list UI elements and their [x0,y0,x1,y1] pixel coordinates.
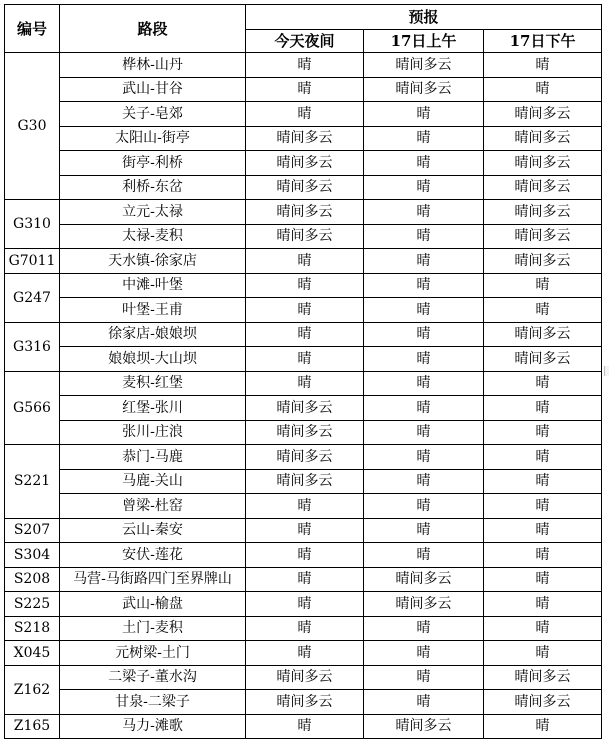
route-cell: 马鹿-关山 [60,469,246,494]
route-cell: 武山-榆盘 [60,592,246,617]
morning-cell: 晴 [364,249,484,274]
afternoon-cell: 晴 [484,298,602,323]
table-row [5,249,602,274]
road-code-cell: G247 [5,273,60,322]
road-code-cell: G30 [5,53,60,200]
afternoon-cell: 晴 [484,518,602,543]
morning-cell: 晴 [364,420,484,445]
tonight-cell: 晴间多云 [246,200,364,225]
road-code-cell: X045 [5,641,60,666]
morning-cell: 晴间多云 [364,567,484,592]
tonight-cell: 晴 [246,714,364,739]
tonight-cell: 晴 [246,249,364,274]
morning-cell: 晴 [364,616,484,641]
page-edge-marker [604,366,609,376]
road-code-cell: S218 [5,616,60,641]
morning-cell: 晴 [364,347,484,372]
table-row [5,714,602,739]
morning-cell: 晴 [364,371,484,396]
road-code-cell: S221 [5,445,60,519]
tonight-cell: 晴 [246,567,364,592]
table-row [5,518,602,543]
table-row [5,53,602,78]
header-row-1 [5,5,602,30]
route-cell: 曾梁-杜窑 [60,494,246,519]
road-code-cell: G566 [5,371,60,445]
table-row [5,347,602,372]
road-code-cell: S207 [5,518,60,543]
tonight-cell: 晴间多云 [246,224,364,249]
morning-cell: 晴间多云 [364,77,484,102]
table-row [5,224,602,249]
afternoon-cell: 晴 [484,420,602,445]
tonight-cell: 晴间多云 [246,396,364,421]
road-code-cell: S225 [5,592,60,617]
route-cell: 麦积-红堡 [60,371,246,396]
table-row [5,298,602,323]
table-row [5,494,602,519]
afternoon-cell: 晴 [484,714,602,739]
morning-cell: 晴 [364,469,484,494]
afternoon-cell: 晴 [484,543,602,568]
morning-cell: 晴间多云 [364,592,484,617]
tonight-cell: 晴间多云 [246,420,364,445]
tonight-cell: 晴 [246,494,364,519]
route-cell: 云山-秦安 [60,518,246,543]
morning-cell: 晴 [364,445,484,470]
route-cell: 红堡-张川 [60,396,246,421]
road-code-cell: G310 [5,200,60,249]
route-cell: 马力-滩歌 [60,714,246,739]
tonight-cell: 晴 [246,273,364,298]
table-row [5,469,602,494]
tonight-cell: 晴间多云 [246,665,364,690]
route-cell: 武山-甘谷 [60,77,246,102]
table-row [5,77,602,102]
route-cell: 二梁子-董水沟 [60,665,246,690]
route-cell: 马营-马街路四门至界牌山 [60,567,246,592]
tonight-cell: 晴间多云 [246,690,364,715]
afternoon-cell: 晴 [484,641,602,666]
morning-cell: 晴 [364,665,484,690]
route-cell: 太阳山-街亭 [60,126,246,151]
afternoon-cell: 晴 [484,616,602,641]
afternoon-cell: 晴 [484,396,602,421]
header-route: 路段 [60,5,246,53]
tonight-cell: 晴 [246,102,364,127]
table-row [5,641,602,666]
tonight-cell: 晴 [246,77,364,102]
tonight-cell: 晴 [246,616,364,641]
table-row [5,616,602,641]
morning-cell: 晴 [364,543,484,568]
tonight-cell: 晴 [246,347,364,372]
afternoon-cell: 晴 [484,469,602,494]
afternoon-cell: 晴 [484,592,602,617]
road-weather-forecast-table [4,4,602,739]
table-row [5,543,602,568]
morning-cell: 晴 [364,200,484,225]
table-row [5,322,602,347]
route-cell: 安伏-莲花 [60,543,246,568]
route-cell: 土门-麦积 [60,616,246,641]
table-row [5,690,602,715]
route-cell: 徐家店-娘娘坝 [60,322,246,347]
table-row [5,175,602,200]
header-code: 编号 [5,5,60,53]
route-cell: 利桥-东岔 [60,175,246,200]
route-cell: 太禄-麦积 [60,224,246,249]
tonight-cell: 晴间多云 [246,469,364,494]
morning-cell: 晴 [364,126,484,151]
road-code-cell: G7011 [5,249,60,274]
tonight-cell: 晴间多云 [246,126,364,151]
tonight-cell: 晴 [246,371,364,396]
road-code-cell: S208 [5,567,60,592]
route-cell: 街亭-利桥 [60,151,246,176]
tonight-cell: 晴 [246,53,364,78]
morning-cell: 晴 [364,151,484,176]
afternoon-cell: 晴间多云 [484,224,602,249]
morning-cell: 晴间多云 [364,714,484,739]
morning-cell: 晴 [364,494,484,519]
table-row [5,567,602,592]
morning-cell: 晴 [364,518,484,543]
morning-cell: 晴 [364,641,484,666]
afternoon-cell: 晴 [484,371,602,396]
afternoon-cell: 晴 [484,273,602,298]
tonight-cell: 晴 [246,543,364,568]
afternoon-cell: 晴间多云 [484,200,602,225]
afternoon-cell: 晴 [484,77,602,102]
route-cell: 恭门-马鹿 [60,445,246,470]
road-code-cell: S304 [5,543,60,568]
tonight-cell: 晴 [246,592,364,617]
road-code-cell: G316 [5,322,60,371]
morning-cell: 晴 [364,102,484,127]
tonight-cell: 晴间多云 [246,445,364,470]
route-cell: 桦林-山丹 [60,53,246,78]
tonight-cell: 晴间多云 [246,151,364,176]
morning-cell: 晴 [364,273,484,298]
afternoon-cell: 晴间多云 [484,322,602,347]
route-cell: 甘泉-二梁子 [60,690,246,715]
morning-cell: 晴 [364,224,484,249]
afternoon-cell: 晴间多云 [484,102,602,127]
route-cell: 娘娘坝-大山坝 [60,347,246,372]
route-cell: 关子-皂郊 [60,102,246,127]
table-row [5,592,602,617]
route-cell: 天水镇-徐家店 [60,249,246,274]
afternoon-cell: 晴 [484,445,602,470]
afternoon-cell: 晴间多云 [484,175,602,200]
table-row [5,371,602,396]
tonight-cell: 晴 [246,641,364,666]
tonight-cell: 晴 [246,322,364,347]
table-row [5,102,602,127]
tonight-cell: 晴 [246,518,364,543]
tonight-cell: 晴 [246,298,364,323]
morning-cell: 晴 [364,175,484,200]
morning-cell: 晴 [364,396,484,421]
road-code-cell: Z165 [5,714,60,739]
afternoon-cell: 晴 [484,494,602,519]
afternoon-cell: 晴间多云 [484,347,602,372]
table-row [5,420,602,445]
afternoon-cell: 晴 [484,567,602,592]
morning-cell: 晴 [364,690,484,715]
afternoon-cell: 晴间多云 [484,665,602,690]
forecast-body [5,53,602,739]
route-cell: 叶堡-王甫 [60,298,246,323]
header-afternoon: 17日下午 [484,30,602,53]
route-cell: 张川-庄浪 [60,420,246,445]
route-cell: 元树梁-土门 [60,641,246,666]
afternoon-cell: 晴间多云 [484,126,602,151]
afternoon-cell: 晴间多云 [484,249,602,274]
table-row [5,126,602,151]
table-row [5,665,602,690]
table-row [5,200,602,225]
tonight-cell: 晴间多云 [246,175,364,200]
afternoon-cell: 晴间多云 [484,151,602,176]
afternoon-cell: 晴间多云 [484,690,602,715]
route-cell: 中滩-叶堡 [60,273,246,298]
table-row [5,445,602,470]
afternoon-cell: 晴 [484,53,602,78]
table-row [5,151,602,176]
header-forecast: 预报 [246,5,602,30]
header-tonight: 今天夜间 [246,30,364,53]
table-row [5,273,602,298]
route-cell: 立元-太禄 [60,200,246,225]
road-code-cell: Z162 [5,665,60,714]
table-row [5,396,602,421]
morning-cell: 晴 [364,298,484,323]
morning-cell: 晴 [364,322,484,347]
morning-cell: 晴间多云 [364,53,484,78]
header-morning: 17日上午 [364,30,484,53]
